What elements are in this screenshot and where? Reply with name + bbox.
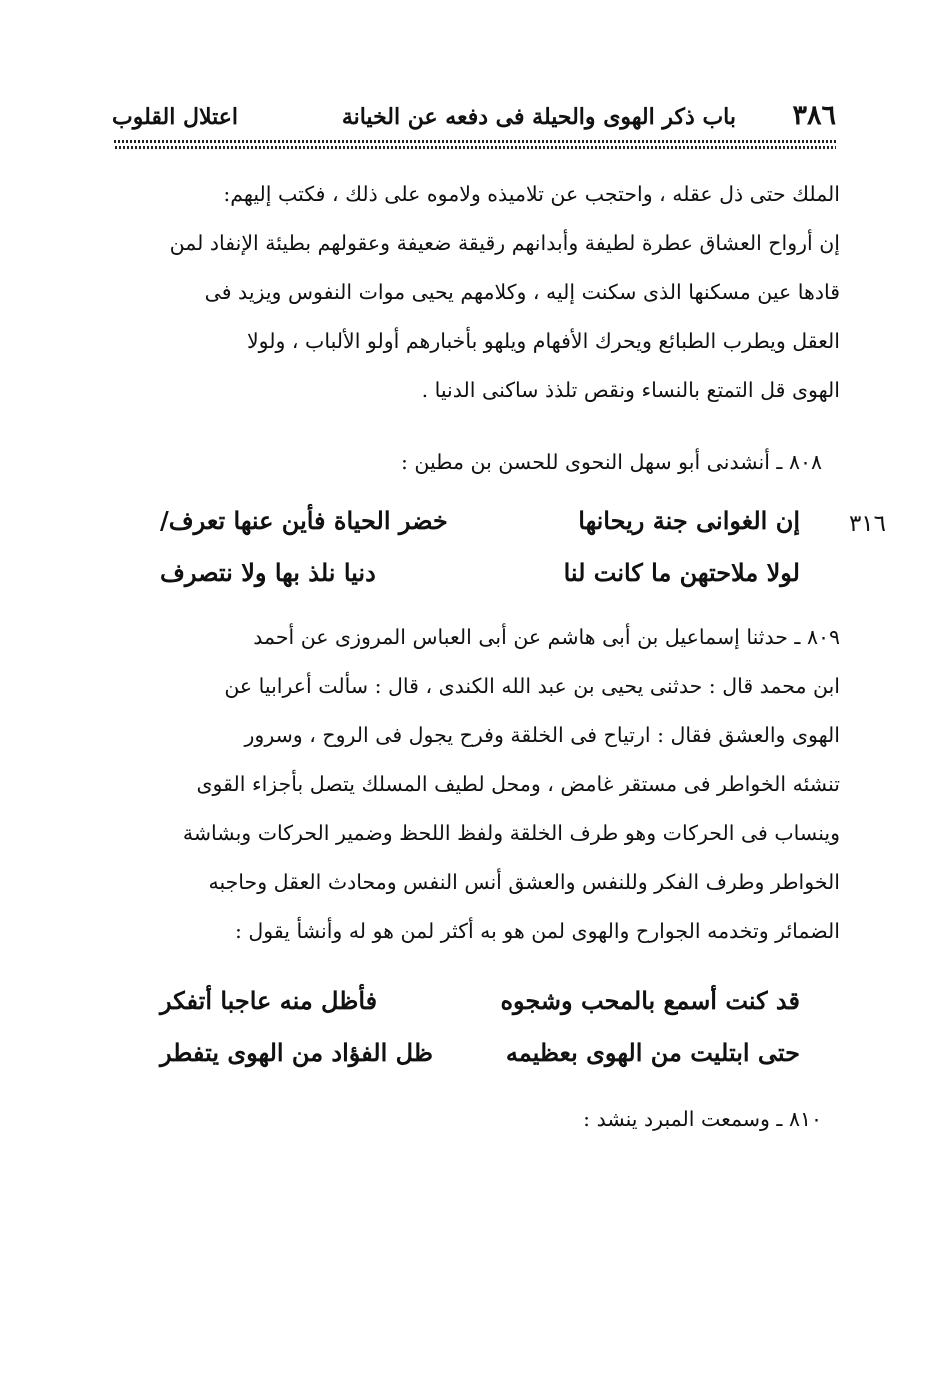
verse-second-hemistich: خضر الحياة فأين عنها تعرف/ xyxy=(160,506,448,535)
verse-line xyxy=(160,495,800,547)
narration-808: ٨٠٨ ـ أنشدنى أبو سهل النحوى للحسن بن مطين : xyxy=(400,450,822,474)
verse-first-hemistich: لولا ملاحتهن ما كانت لنا xyxy=(563,558,800,587)
text-line: العقل ويطرب الطبائع ويحرك الأفهام ويلهو بأخبارهم أولو الألباب ، ولولا xyxy=(246,329,840,353)
verse-second-hemistich: دنيا نلذ بها ولا نتصرف xyxy=(160,558,376,587)
poem-block-1 xyxy=(160,495,800,599)
book-title: اعتلال القلوب xyxy=(112,104,238,130)
narration-810: ٨١٠ ـ وسمعت المبرد ينشد : xyxy=(583,1107,822,1131)
verse-first-hemistich: قد كنت أسمع بالمحب وشجوه xyxy=(500,986,800,1015)
chapter-title: باب ذكر الهوى والحيلة فى دفعه عن الخيانة xyxy=(341,104,736,130)
margin-reference-number: ٣١٦ xyxy=(848,511,886,537)
text-line: الهوى والعشق فقال : ارتياح فى الخلقة وفرح يجول فى الروح ، وسرور xyxy=(244,723,840,747)
verse-line xyxy=(160,975,800,1027)
verse-line xyxy=(160,547,800,599)
text-line: الملك حتى ذل عقله ، واحتجب عن تلاميذه ولاموه على ذلك ، فكتب إليهم: xyxy=(223,182,840,206)
text-line: الضمائر وتخدمه الجوارح والهوى لمن هو به أكثر لمن هو له وأنشأ يقول : xyxy=(234,919,840,943)
text-line: ابن محمد قال : حدثنى يحيى بن عبد الله الكندى ، قال : سألت أعرابيا عن xyxy=(224,674,840,698)
verse-second-hemistich: ظل الفؤاد من الهوى يتفطر xyxy=(160,1038,433,1067)
header-divider xyxy=(114,138,836,151)
page-number: ٣٨٦ xyxy=(792,100,836,131)
text-line: إن أرواح العشاق عطرة لطيفة وأبدانهم رقيقة ضعيفة وعقولهم بطيئة الإنفاد لمن xyxy=(169,231,840,255)
text-line: الهوى قل التمتع بالنساء ونقص تلذذ ساكنى الدنيا . xyxy=(421,378,840,402)
text-line: تنشئه الخواطر فى مستقر غامض ، ومحل لطيف المسلك يتصل بأجزاء القوى xyxy=(196,772,840,796)
poem-block-2 xyxy=(160,975,800,1079)
text-line: ٨٠٩ ـ حدثنا إسماعيل بن أبى هاشم عن أبى العباس المروزى عن أحمد xyxy=(253,625,840,649)
text-line: قادها عين مسكنها الذى سكنت إليه ، وكلامهم يحيى موات النفوس ويزيد فى xyxy=(204,280,840,304)
narration-809 xyxy=(118,613,840,956)
text-line: وينساب فى الحركات وهو طرف الخلقة ولفظ اللحظ وضمير الحركات وبشاشة xyxy=(182,821,840,845)
verse-first-hemistich: حتى ابتليت من الهوى بعظيمه xyxy=(505,1038,800,1067)
text-line: الخواطر وطرف الفكر وللنفس والعشق أنس النفس ومحادث العقل وحاجبه xyxy=(208,870,840,894)
verse-first-hemistich: إن الغوانى جنة ريحانها xyxy=(578,506,800,535)
verse-second-hemistich: فأظل منه عاجبا أتفكر xyxy=(160,986,378,1015)
verse-line xyxy=(160,1027,800,1079)
paragraph-continuation xyxy=(118,170,840,415)
running-header xyxy=(112,96,836,136)
